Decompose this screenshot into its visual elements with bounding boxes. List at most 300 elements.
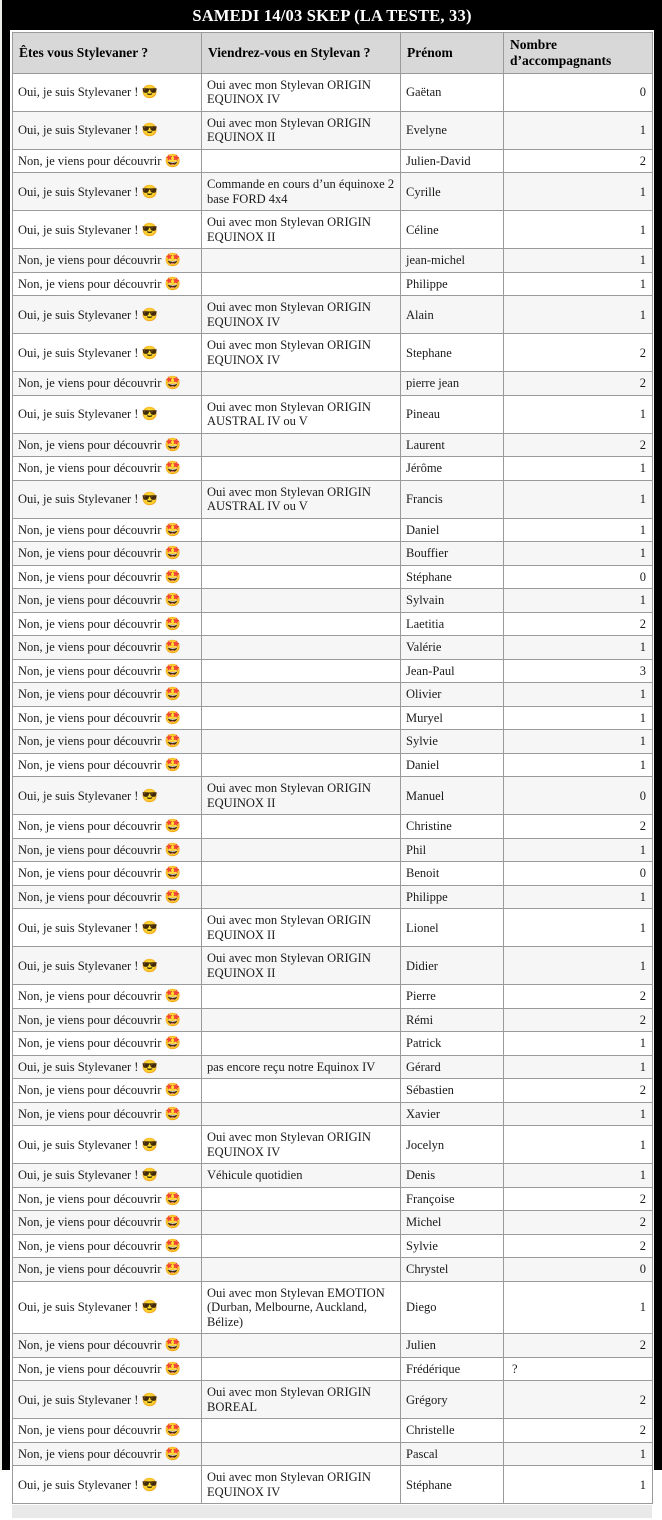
etes-cell <box>13 1334 202 1358</box>
star-struck-emoji: 🤩 <box>164 988 181 1004</box>
etes-label: Non, je viens pour découvrir <box>18 1083 162 1098</box>
table-row <box>13 1258 653 1282</box>
etes-cell <box>13 334 202 372</box>
table-row <box>13 1419 653 1443</box>
table-row <box>13 612 653 636</box>
header-nombre-accompagnants: Nombre d’accompagnants <box>504 33 653 74</box>
attendee-table <box>12 32 653 1504</box>
count-cell: 2 <box>504 372 653 396</box>
star-struck-emoji: 🤩 <box>164 375 181 391</box>
sunglasses-emoji: 😎 <box>141 1058 158 1074</box>
etes-label: Non, je viens pour découvrir <box>18 569 162 584</box>
etes-cell <box>13 73 202 111</box>
prenom-cell: Daniel <box>401 753 504 777</box>
star-struck-emoji: 🤩 <box>164 733 181 749</box>
table-row <box>13 565 653 589</box>
table-row <box>13 1381 653 1419</box>
etes-cell <box>13 1126 202 1164</box>
prenom-cell: Michel <box>401 1211 504 1235</box>
star-struck-emoji: 🤩 <box>164 460 181 476</box>
prenom-cell: Stéphane <box>401 565 504 589</box>
table-row <box>13 1211 653 1235</box>
table-row <box>13 1234 653 1258</box>
etes-cell <box>13 1466 202 1504</box>
table-row <box>13 1164 653 1188</box>
etes-label: Non, je viens pour découvrir <box>18 710 162 725</box>
count-cell: 1 <box>504 636 653 660</box>
count-cell: 1 <box>504 1164 653 1188</box>
van-cell <box>202 1258 401 1282</box>
prenom-cell: Frédérique <box>401 1357 504 1381</box>
etes-cell <box>13 272 202 296</box>
table-row <box>13 173 653 211</box>
etes-label: Non, je viens pour découvrir <box>18 1012 162 1027</box>
van-cell: Oui avec mon Stylevan ORIGIN EQUINOX II <box>202 211 401 249</box>
prenom-cell: Cyrille <box>401 173 504 211</box>
etes-label: Non, je viens pour découvrir <box>18 276 162 291</box>
prenom-cell: Xavier <box>401 1102 504 1126</box>
count-cell: 1 <box>504 730 653 754</box>
table-row <box>13 838 653 862</box>
table-row <box>13 211 653 249</box>
star-struck-emoji: 🤩 <box>164 1035 181 1051</box>
prenom-cell: Patrick <box>401 1032 504 1056</box>
sunglasses-emoji: 😎 <box>141 183 158 199</box>
count-cell: 1 <box>504 947 653 985</box>
star-struck-emoji: 🤩 <box>164 521 181 537</box>
count-cell: 1 <box>504 542 653 566</box>
star-struck-emoji: 🤩 <box>164 152 181 168</box>
van-cell <box>202 457 401 481</box>
count-cell: 1 <box>504 589 653 613</box>
van-cell: Oui avec mon Stylevan ORIGIN EQUINOX IV <box>202 334 401 372</box>
sunglasses-emoji: 😎 <box>141 306 158 322</box>
table-row <box>13 1357 653 1381</box>
van-cell: Oui avec mon Stylevan ORIGIN AUSTRAL IV ou V <box>202 395 401 433</box>
count-cell: 0 <box>504 1258 653 1282</box>
etes-label: Non, je viens pour découvrir <box>18 253 162 268</box>
count-cell: 2 <box>504 1211 653 1235</box>
count-cell: 2 <box>504 815 653 839</box>
count-cell: 1 <box>504 683 653 707</box>
etes-label: Non, je viens pour découvrir <box>18 522 162 537</box>
sunglasses-emoji: 😎 <box>141 406 158 422</box>
sunglasses-emoji: 😎 <box>141 491 158 507</box>
van-cell <box>202 1008 401 1032</box>
prenom-cell: Sébastien <box>401 1079 504 1103</box>
table-row <box>13 1334 653 1358</box>
van-cell <box>202 659 401 683</box>
table-row <box>13 542 653 566</box>
table-row <box>13 862 653 886</box>
prenom-cell: Sylvain <box>401 589 504 613</box>
star-struck-emoji: 🤩 <box>164 1337 181 1353</box>
etes-label: Non, je viens pour découvrir <box>18 153 162 168</box>
etes-label: Oui, je suis Stylevaner ! <box>18 345 139 360</box>
etes-label: Non, je viens pour découvrir <box>18 546 162 561</box>
sunglasses-emoji: 😎 <box>141 1299 158 1315</box>
count-cell: 0 <box>504 862 653 886</box>
etes-cell <box>13 589 202 613</box>
etes-label: Oui, je suis Stylevaner ! <box>18 1059 139 1074</box>
prenom-cell: Evelyne <box>401 111 504 149</box>
table-row <box>13 395 653 433</box>
sunglasses-emoji: 😎 <box>141 787 158 803</box>
prenom-cell: Valérie <box>401 636 504 660</box>
etes-cell <box>13 1211 202 1235</box>
count-cell: 0 <box>504 565 653 589</box>
table-row <box>13 334 653 372</box>
van-cell <box>202 815 401 839</box>
count-cell: 2 <box>504 1419 653 1443</box>
star-struck-emoji: 🤩 <box>164 841 181 857</box>
prenom-cell: Grégory <box>401 1381 504 1419</box>
star-struck-emoji: 🤩 <box>164 1360 181 1376</box>
van-cell <box>202 683 401 707</box>
etes-cell <box>13 612 202 636</box>
etes-cell <box>13 565 202 589</box>
prenom-cell: Phil <box>401 838 504 862</box>
prenom-cell: Diego <box>401 1281 504 1334</box>
etes-cell <box>13 111 202 149</box>
etes-label: Oui, je suis Stylevaner ! <box>18 1300 139 1315</box>
table-row <box>13 480 653 518</box>
star-struck-emoji: 🤩 <box>164 1082 181 1098</box>
etes-cell <box>13 862 202 886</box>
table-row <box>13 1187 653 1211</box>
table-row <box>13 249 653 273</box>
etes-cell <box>13 1258 202 1282</box>
count-cell: 2 <box>504 1381 653 1419</box>
etes-cell <box>13 457 202 481</box>
attendee-table-wrap <box>10 30 654 1520</box>
etes-cell <box>13 1357 202 1381</box>
etes-label: Non, je viens pour découvrir <box>18 1191 162 1206</box>
count-cell: 1 <box>504 1466 653 1504</box>
etes-cell <box>13 1442 202 1466</box>
count-cell: 1 <box>504 395 653 433</box>
etes-cell <box>13 395 202 433</box>
van-cell: Oui avec mon Stylevan ORIGIN EQUINOX II <box>202 777 401 815</box>
count-cell: 2 <box>504 1079 653 1103</box>
sunglasses-emoji: 😎 <box>141 122 158 138</box>
prenom-cell: Philippe <box>401 885 504 909</box>
etes-cell <box>13 518 202 542</box>
prenom-cell: Muryel <box>401 706 504 730</box>
star-struck-emoji: 🤩 <box>164 275 181 291</box>
count-cell: 1 <box>504 1442 653 1466</box>
sunglasses-emoji: 😎 <box>141 919 158 935</box>
table-row <box>13 885 653 909</box>
etes-label: Non, je viens pour découvrir <box>18 663 162 678</box>
van-cell <box>202 1234 401 1258</box>
etes-label: Non, je viens pour découvrir <box>18 461 162 476</box>
etes-label: Oui, je suis Stylevaner ! <box>18 85 139 100</box>
etes-cell <box>13 542 202 566</box>
van-cell: pas encore reçu notre Equinox IV <box>202 1055 401 1079</box>
etes-cell <box>13 947 202 985</box>
count-cell: 2 <box>504 149 653 173</box>
etes-label: Non, je viens pour découvrir <box>18 1036 162 1051</box>
prenom-cell: Laurent <box>401 433 504 457</box>
etes-label: Oui, je suis Stylevaner ! <box>18 407 139 422</box>
van-cell <box>202 1079 401 1103</box>
van-cell: Oui avec mon Stylevan ORIGIN AUSTRAL IV ou V <box>202 480 401 518</box>
etes-cell <box>13 636 202 660</box>
table-row <box>13 589 653 613</box>
van-cell <box>202 1334 401 1358</box>
van-cell: Oui avec mon Stylevan ORIGIN EQUINOX II <box>202 111 401 149</box>
table-row <box>13 1466 653 1504</box>
star-struck-emoji: 🤩 <box>164 1261 181 1277</box>
etes-label: Non, je viens pour découvrir <box>18 1238 162 1253</box>
van-cell <box>202 730 401 754</box>
table-row <box>13 272 653 296</box>
star-struck-emoji: 🤩 <box>164 436 181 452</box>
etes-cell <box>13 706 202 730</box>
prenom-cell: Jocelyn <box>401 1126 504 1164</box>
count-cell: 1 <box>504 753 653 777</box>
prenom-cell: Julien-David <box>401 149 504 173</box>
etes-label: Oui, je suis Stylevaner ! <box>18 1168 139 1183</box>
etes-cell <box>13 1055 202 1079</box>
van-cell: Oui avec mon Stylevan ORIGIN EQUINOX IV <box>202 1466 401 1504</box>
etes-cell <box>13 885 202 909</box>
prenom-cell: Benoit <box>401 862 504 886</box>
prenom-cell: Julien <box>401 1334 504 1358</box>
table-row <box>13 1032 653 1056</box>
count-cell: 1 <box>504 111 653 149</box>
table-row <box>13 433 653 457</box>
van-cell: Commande en cours d’un équinoxe 2 base FORD 4x4 <box>202 173 401 211</box>
count-cell: 2 <box>504 985 653 1009</box>
van-cell <box>202 1357 401 1381</box>
table-row <box>13 636 653 660</box>
prenom-cell: Sylvie <box>401 730 504 754</box>
table-row <box>13 1102 653 1126</box>
prenom-cell: Sylvie <box>401 1234 504 1258</box>
van-cell: Oui avec mon Stylevan ORIGIN EQUINOX IV <box>202 73 401 111</box>
etes-label: Oui, je suis Stylevaner ! <box>18 307 139 322</box>
star-struck-emoji: 🤩 <box>164 1190 181 1206</box>
count-cell: 1 <box>504 480 653 518</box>
count-cell: 1 <box>504 1032 653 1056</box>
table-row <box>13 1079 653 1103</box>
prenom-cell: Francis <box>401 480 504 518</box>
table-row <box>13 296 653 334</box>
etes-cell <box>13 730 202 754</box>
table-row <box>13 149 653 173</box>
count-cell: 0 <box>504 73 653 111</box>
etes-cell <box>13 753 202 777</box>
van-cell <box>202 149 401 173</box>
star-struck-emoji: 🤩 <box>164 888 181 904</box>
table-row <box>13 683 653 707</box>
etes-cell <box>13 1281 202 1334</box>
count-cell: 1 <box>504 457 653 481</box>
count-cell: 1 <box>504 706 653 730</box>
prenom-cell: Philippe <box>401 272 504 296</box>
etes-label: Oui, je suis Stylevaner ! <box>18 492 139 507</box>
star-struck-emoji: 🤩 <box>164 1011 181 1027</box>
etes-label: Non, je viens pour découvrir <box>18 1262 162 1277</box>
count-cell: 1 <box>504 1281 653 1334</box>
van-cell: Oui avec mon Stylevan ORIGIN EQUINOX II <box>202 909 401 947</box>
etes-label: Oui, je suis Stylevaner ! <box>18 1392 139 1407</box>
etes-label: Oui, je suis Stylevaner ! <box>18 1477 139 1492</box>
sunglasses-emoji: 😎 <box>141 1136 158 1152</box>
sunglasses-emoji: 😎 <box>141 1476 158 1492</box>
prenom-cell: Pierre <box>401 985 504 1009</box>
etes-cell <box>13 1419 202 1443</box>
etes-label: Oui, je suis Stylevaner ! <box>18 1137 139 1152</box>
star-struck-emoji: 🤩 <box>164 756 181 772</box>
star-struck-emoji: 🤩 <box>164 568 181 584</box>
count-cell: 3 <box>504 659 653 683</box>
sunglasses-emoji: 😎 <box>141 1167 158 1183</box>
prenom-cell: Manuel <box>401 777 504 815</box>
header-row <box>13 33 653 74</box>
prenom-cell: Pineau <box>401 395 504 433</box>
table-row <box>13 372 653 396</box>
etes-cell <box>13 480 202 518</box>
count-cell: 2 <box>504 612 653 636</box>
etes-cell <box>13 815 202 839</box>
van-cell: Oui avec mon Stylevan EMOTION (Durban, Melbourne, Auckland, Bélize) <box>202 1281 401 1334</box>
count-cell: 1 <box>504 838 653 862</box>
star-struck-emoji: 🤩 <box>164 1445 181 1461</box>
star-struck-emoji: 🤩 <box>164 639 181 655</box>
count-cell: 2 <box>504 1008 653 1032</box>
prenom-cell: Alain <box>401 296 504 334</box>
prenom-cell: Laetitia <box>401 612 504 636</box>
etes-cell <box>13 909 202 947</box>
attendee-table-body <box>13 73 653 1504</box>
sunglasses-emoji: 😎 <box>141 957 158 973</box>
count-cell: 2 <box>504 334 653 372</box>
etes-label: Oui, je suis Stylevaner ! <box>18 222 139 237</box>
van-cell <box>202 589 401 613</box>
table-row <box>13 753 653 777</box>
etes-cell <box>13 683 202 707</box>
prenom-cell: Céline <box>401 211 504 249</box>
star-struck-emoji: 🤩 <box>164 1422 181 1438</box>
van-cell: Oui avec mon Stylevan ORIGIN EQUINOX IV <box>202 1126 401 1164</box>
etes-label: Non, je viens pour découvrir <box>18 437 162 452</box>
van-cell <box>202 372 401 396</box>
etes-label: Non, je viens pour découvrir <box>18 376 162 391</box>
etes-cell <box>13 1234 202 1258</box>
content <box>10 3 654 1520</box>
table-row <box>13 815 653 839</box>
etes-cell <box>13 1187 202 1211</box>
count-cell: 1 <box>504 211 653 249</box>
prenom-cell: Stéphane <box>401 1466 504 1504</box>
etes-label: Non, je viens pour découvrir <box>18 687 162 702</box>
etes-cell <box>13 838 202 862</box>
prenom-cell: Christelle <box>401 1419 504 1443</box>
van-cell <box>202 542 401 566</box>
van-cell: Oui avec mon Stylevan ORIGIN EQUINOX II <box>202 947 401 985</box>
van-cell <box>202 753 401 777</box>
table-row <box>13 1126 653 1164</box>
etes-label: Non, je viens pour découvrir <box>18 889 162 904</box>
star-struck-emoji: 🤩 <box>164 545 181 561</box>
prenom-cell: Daniel <box>401 518 504 542</box>
etes-label: Non, je viens pour découvrir <box>18 734 162 749</box>
etes-label: Oui, je suis Stylevaner ! <box>18 123 139 138</box>
table-row <box>13 518 653 542</box>
count-cell: 1 <box>504 909 653 947</box>
etes-label: Non, je viens pour découvrir <box>18 819 162 834</box>
table-row <box>13 1281 653 1334</box>
etes-cell <box>13 173 202 211</box>
count-cell: 2 <box>504 1334 653 1358</box>
etes-label: Non, je viens pour découvrir <box>18 1215 162 1230</box>
table-header <box>13 33 653 74</box>
prenom-cell: Rémi <box>401 1008 504 1032</box>
van-cell <box>202 1211 401 1235</box>
prenom-cell: Stephane <box>401 334 504 372</box>
prenom-cell: Françoise <box>401 1187 504 1211</box>
prenom-cell: Denis <box>401 1164 504 1188</box>
prenom-cell: Olivier <box>401 683 504 707</box>
table-row <box>13 73 653 111</box>
count-cell: 1 <box>504 296 653 334</box>
star-struck-emoji: 🤩 <box>164 615 181 631</box>
count-cell: 2 <box>504 433 653 457</box>
van-cell <box>202 1102 401 1126</box>
count-cell: 1 <box>504 518 653 542</box>
prenom-cell: Jérôme <box>401 457 504 481</box>
sunglasses-emoji: 😎 <box>141 84 158 100</box>
prenom-cell: Jean-Paul <box>401 659 504 683</box>
table-row <box>13 457 653 481</box>
count-cell: 2 <box>504 1234 653 1258</box>
star-struck-emoji: 🤩 <box>164 865 181 881</box>
table-row <box>13 947 653 985</box>
count-cell: 1 <box>504 1102 653 1126</box>
sunglasses-emoji: 😎 <box>141 344 158 360</box>
etes-label: Non, je viens pour découvrir <box>18 1423 162 1438</box>
star-struck-emoji: 🤩 <box>164 1214 181 1230</box>
van-cell <box>202 838 401 862</box>
etes-label: Non, je viens pour découvrir <box>18 593 162 608</box>
table-row <box>13 730 653 754</box>
count-cell: 1 <box>504 1126 653 1164</box>
count-cell: 1 <box>504 249 653 273</box>
etes-label: Non, je viens pour découvrir <box>18 1338 162 1353</box>
etes-label: Oui, je suis Stylevaner ! <box>18 788 139 803</box>
van-cell <box>202 272 401 296</box>
etes-label: Non, je viens pour découvrir <box>18 1106 162 1121</box>
etes-cell <box>13 249 202 273</box>
table-row <box>13 985 653 1009</box>
star-struck-emoji: 🤩 <box>164 818 181 834</box>
van-cell <box>202 706 401 730</box>
etes-cell <box>13 433 202 457</box>
van-cell <box>202 612 401 636</box>
count-cell: ? <box>504 1357 653 1381</box>
left-edge-sliver <box>0 0 2 1470</box>
etes-label: Oui, je suis Stylevaner ! <box>18 958 139 973</box>
etes-cell <box>13 777 202 815</box>
etes-cell <box>13 296 202 334</box>
table-row <box>13 1008 653 1032</box>
star-struck-emoji: 🤩 <box>164 1105 181 1121</box>
count-cell: 1 <box>504 885 653 909</box>
etes-cell <box>13 1008 202 1032</box>
